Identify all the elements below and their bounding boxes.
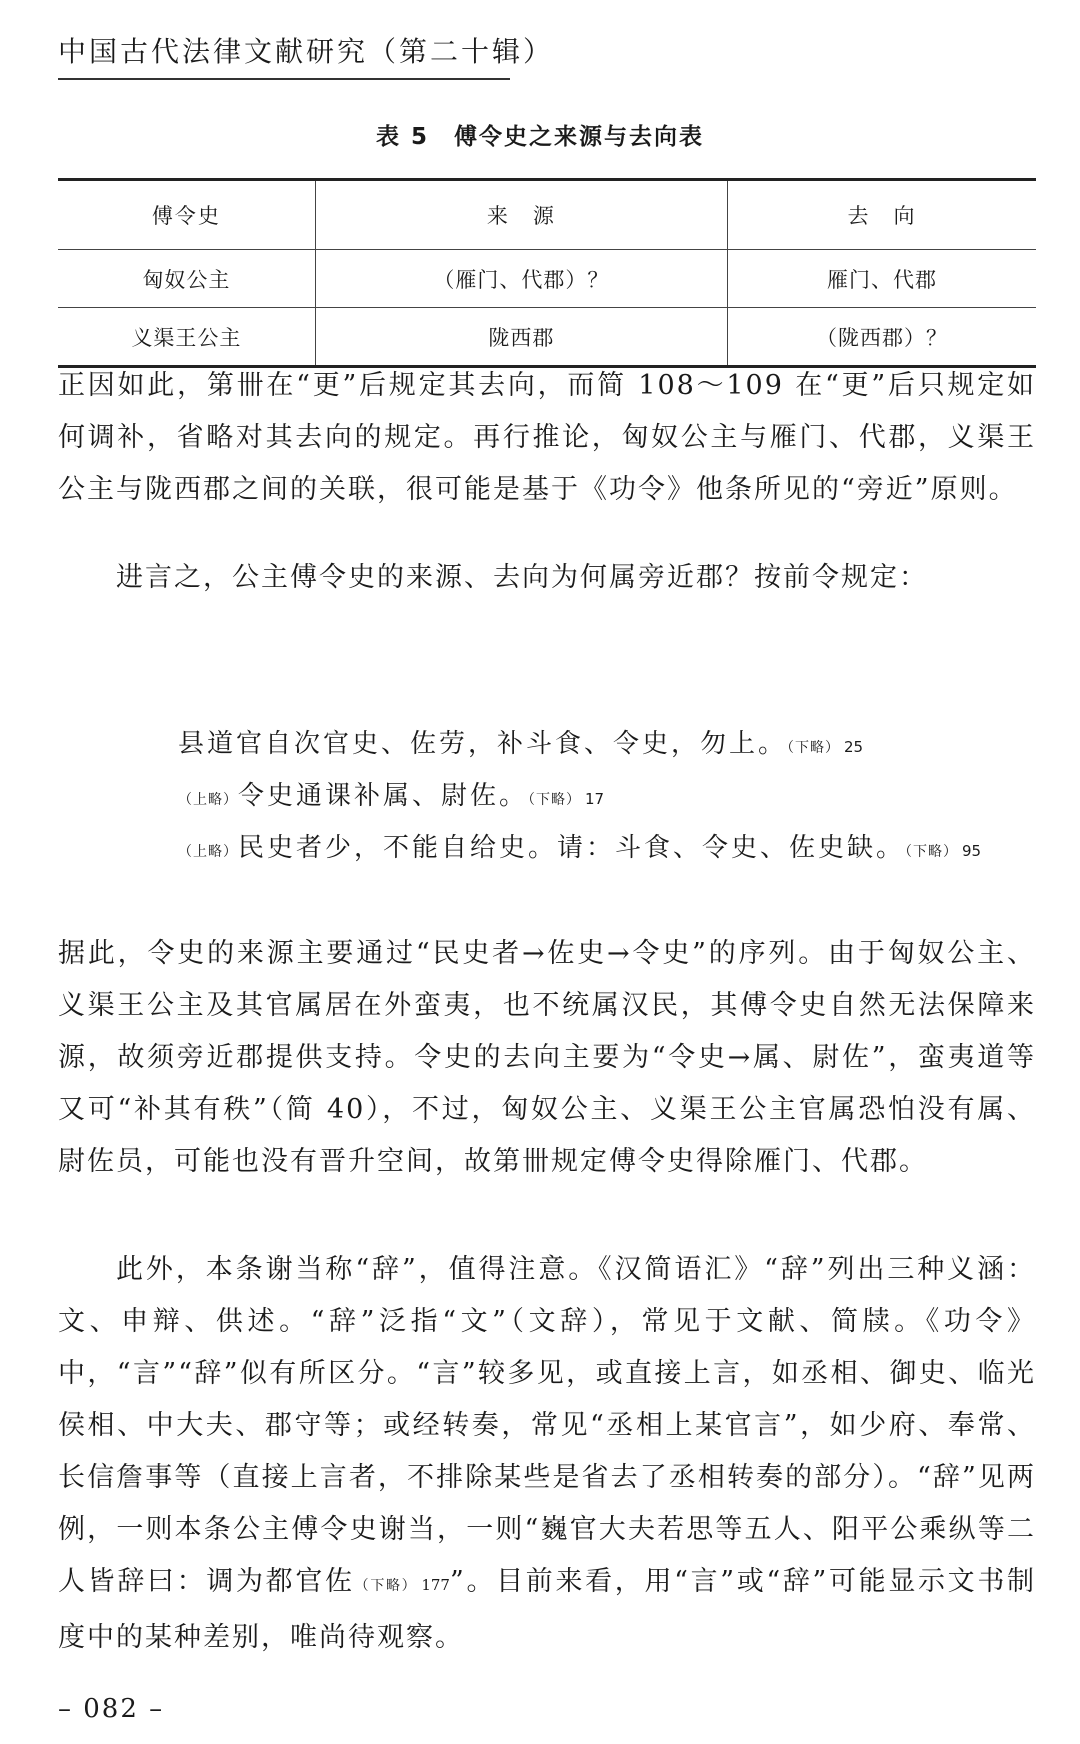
table-cell: 义渠王公主 xyxy=(58,308,315,367)
quote-text: 民史者少，不能自给史。请：斗食、令史、佐史缺。 xyxy=(238,833,906,863)
quote-suffix-note: （下略） xyxy=(905,844,959,860)
page-number: – 082 – xyxy=(58,1694,165,1724)
slip-number: 177 xyxy=(421,1576,450,1594)
table-row xyxy=(58,308,1036,367)
quote-line xyxy=(178,718,1028,770)
paragraph-4-main: 此外，本条谢当称“辞”，值得注意。《汉简语汇》“辞”列出三种义涵：文、申辩、供述。“辞”泛指“文”（文辞），常见于文献、简牍。《功令》中，“言”“辞”似有所区分。“言”较多见，或直接上言，如丞相、御史、临光侯相、中大夫、郡守等；或经转奏，常见“丞相上某官言”，如少府、奉常、长信詹事等（直接上言者，不排除某些是省去了丞相转奏的部分）。“辞”见两例，一则本条公主傅令史谢当，一则“巍官大夫若思等五人、阳平公乘纵等二人皆辞曰：调为都官佐 xyxy=(58,1254,1036,1597)
quote-slip-number: 25 xyxy=(844,738,864,756)
source-destination-table xyxy=(58,178,1036,368)
quoted-statutes xyxy=(178,718,1028,874)
paragraph-2: 进言之，公主傅令史的来源、去向为何属旁近郡？按前令规定： xyxy=(116,562,928,593)
quote-text: 令史通课补属、尉佐。 xyxy=(238,781,529,811)
quote-prefix-note: （上略） xyxy=(178,844,238,860)
table-cell: （陇西郡）？ xyxy=(727,308,1036,367)
table-header-row xyxy=(58,180,1036,250)
paragraph-4 xyxy=(58,1244,1036,1664)
paragraph-4-tail: ”。目前来看，用“言”或“辞”可能显示文书制度中的某种差别，唯尚待观察。 xyxy=(58,1566,1037,1653)
running-head: 中国古代法律文献研究（第二十辑） xyxy=(58,30,510,80)
table-row xyxy=(58,250,1036,308)
table-cell: 陇西郡 xyxy=(315,308,727,367)
quote-suffix-note: （下略） xyxy=(787,740,841,756)
quote-suffix-note: （下略） xyxy=(528,792,582,808)
header-cell: 傅令史 xyxy=(58,180,315,250)
table-cell: （雁门、代郡）？ xyxy=(315,250,727,308)
quote-slip-number: 17 xyxy=(585,790,605,808)
paragraph-1: 正因如此，第卌在“更”后规定其去向，而简 108～109 在“更”后只规定如何调补，省略对其去向的规定。再行推论，匈奴公主与雁门、代郡，义渠王公主与陇西郡之间的关联，很可能是基于《功令》他条所见的“旁近”原则。 xyxy=(58,370,1036,505)
omission-note: （下略） xyxy=(354,1578,418,1594)
paragraph-3: 据此，令史的来源主要通过“民史者→佐史→令史”的序列。由于匈奴公主、义渠王公主及其官属居在外蛮夷，也不统属汉民，其傅令史自然无法保障来源，故须旁近郡提供支持。令史的去向主要为“令史→属、尉佐”，蛮夷道等又可“补其有秩”（简 40），不过，匈奴公主、义渠王公主官属恐怕没有属、尉佐员，可能也没有晋升空间，故第卌规定傅令史得除雁门、代郡。 xyxy=(58,938,1036,1177)
quote-line xyxy=(178,822,1028,874)
header-cell: 去 向 xyxy=(727,180,1036,250)
table-cell: 雁门、代郡 xyxy=(727,250,1036,308)
table-cell: 匈奴公主 xyxy=(58,250,315,308)
quote-text: 县道官自次官史、佐劳，补斗食、令史，勿上。 xyxy=(178,729,788,759)
table-caption: 表 5 傅令史之来源与去向表 xyxy=(375,124,704,150)
quote-line xyxy=(178,770,1028,822)
quote-slip-number: 95 xyxy=(962,842,982,860)
header-cell: 来 源 xyxy=(315,180,727,250)
quote-prefix-note: （上略） xyxy=(178,792,238,808)
